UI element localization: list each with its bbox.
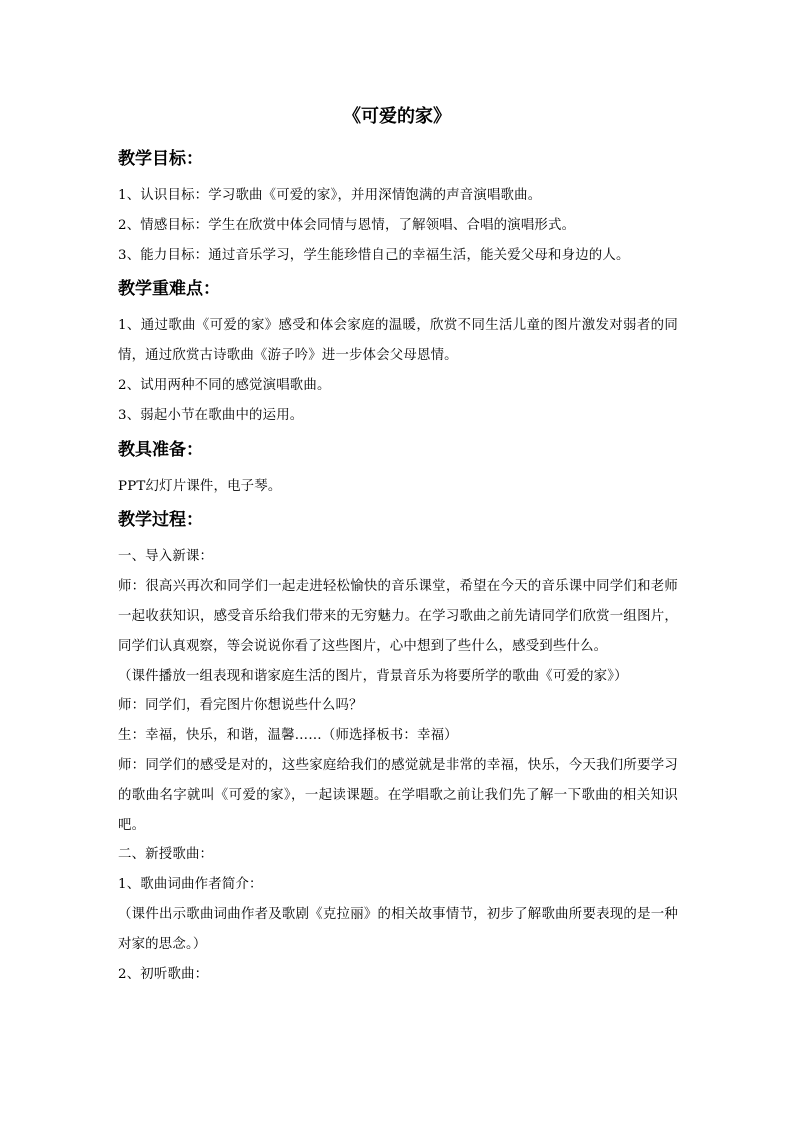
document-title: 《可爱的家》 bbox=[343, 106, 451, 127]
section-heading: 教具准备： bbox=[118, 439, 203, 460]
paragraph: （课件播放一组表现和谐家庭生活的图片，背景音乐为将要所学的歌曲《可爱的家》） bbox=[118, 668, 628, 684]
paragraph: 3、能力目标：通过音乐学习，学生能珍惜自己的幸福生活，能关爱父母和身边的人。 bbox=[118, 247, 630, 263]
section-teaching-aids bbox=[118, 437, 678, 502]
paragraph: 2、初听歌曲： bbox=[118, 966, 209, 982]
paragraph: 3、弱起小节在歌曲中的运用。 bbox=[118, 407, 304, 423]
document-body bbox=[118, 146, 678, 989]
paragraph: 1、认识目标：学习歌曲《可爱的家》，并用深情饱满的声音演唱歌曲。 bbox=[118, 188, 542, 203]
section-teaching-process bbox=[118, 507, 678, 989]
paragraph: 2、试用两种不同的感觉演唱歌曲。 bbox=[118, 377, 331, 393]
section-heading: 教学重难点： bbox=[118, 279, 220, 300]
paragraph: 1、通过歌曲《可爱的家》感受和体会家庭的温暖，欣赏不同生活儿童的图片激发对弱者的同情，通过欣赏古诗歌曲《游子吟》进一步体会父母恩情。 bbox=[118, 318, 678, 364]
paragraph: 师：同学们的感受是对的，这些家庭给我们的感觉就是非常的幸福，快乐，今天我们所要学习的歌曲名字就叫《可爱的家》，一起读课题。在学唱歌之前让我们先了解一下歌曲的相关知识吧。 bbox=[118, 757, 678, 833]
paragraph: 1、歌曲词曲作者简介： bbox=[118, 877, 263, 893]
paragraph: 二、新授歌曲： bbox=[118, 847, 214, 863]
section-heading: 教学过程： bbox=[118, 510, 203, 531]
paragraph: 2、情感目标：学生在欣赏中体会同情与恩情，了解领唱、合唱的演唱形式。 bbox=[118, 217, 576, 233]
paragraph: 一、导入新课： bbox=[118, 549, 214, 565]
paragraph: 生：幸福，快乐，和谐，温馨……（师选择板书：幸福） bbox=[118, 728, 458, 744]
paragraph: PPT幻灯片课件，电子琴。 bbox=[118, 478, 282, 494]
section-key-points bbox=[118, 276, 678, 430]
section-heading: 教学目标： bbox=[118, 149, 203, 169]
paragraph: 师：同学们，看完图片你想说些什么吗？ bbox=[118, 698, 363, 714]
section-teaching-goals bbox=[118, 146, 678, 270]
paragraph: （课件出示歌曲词曲作者及歌剧《克拉丽》的相关故事情节，初步了解歌曲所要表现的是一种对家的思念。） bbox=[118, 906, 678, 952]
paragraph: 师：很高兴再次和同学们一起走进轻松愉快的音乐课堂，希望在今天的音乐课中同学们和老师一起收获知识，感受音乐给我们带来的无穷魅力。在学习歌曲之前先请同学们欣赏一组图片，同学们认真观察，等会说说你看了这些图片，心中想到了些什么，感受到些什么。 bbox=[118, 579, 678, 654]
